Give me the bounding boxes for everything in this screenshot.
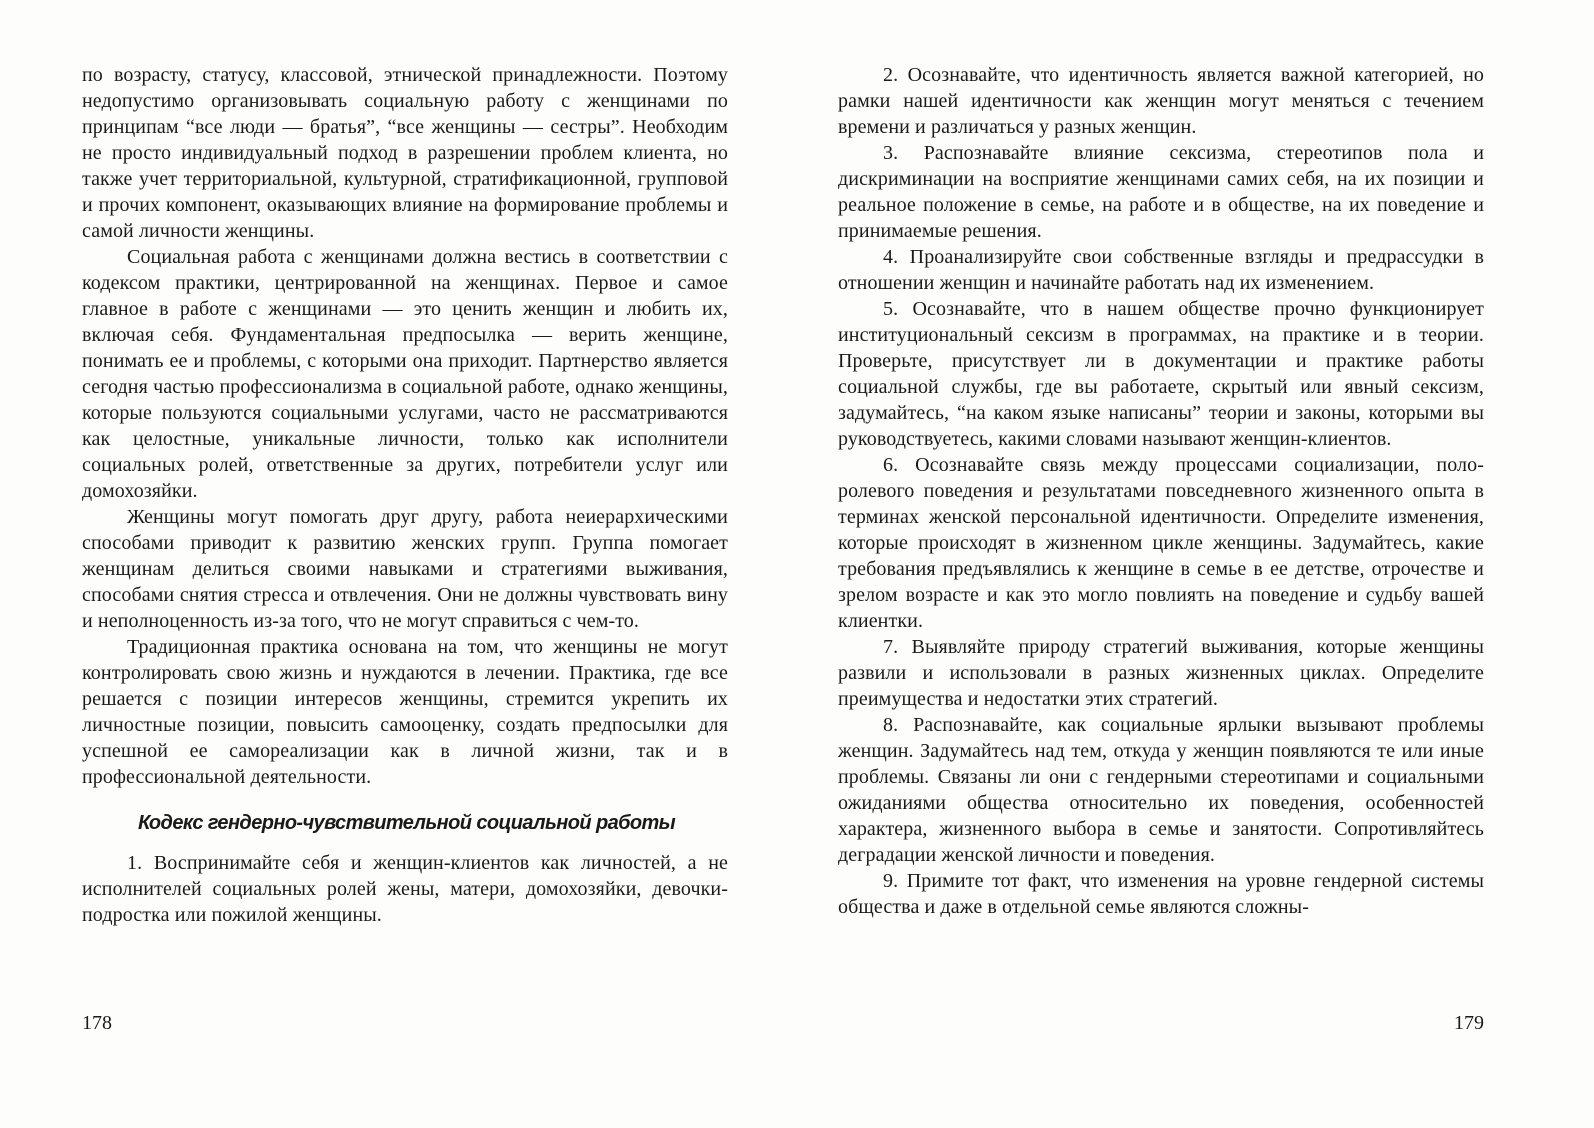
section-heading: Кодекс гендерно-чувствительной социальной работы [138,812,676,834]
paragraph: 1. Воспринимайте себя и женщин-клиентов как личностей, а не исполнителей социальных ролей жены, матери, домохозяйки, девочки-подростка или пожилой женщины. [82,852,728,926]
paragraph: по возрасту, статусу, классовой, этнической принадлежности. Поэтому недопустимо организовывать социальную работу с женщинами по принципам “все люди — братья”, “все женщины — сестры”. Необходим не просто индивидуальный подход в разрешении проблем клиента, но также учет территориальной, культурной, стратификационной, групповой и прочих компонент, оказывающих влияние на формирование проблемы и самой личности женщины. [82,64,728,242]
paragraph: 6. Осознавайте связь между процессами социализации, поло-ролевого поведения и результатами повседневного жизненного опыта в терминах женской персональной идентичности. Определите изменения, которые происходят в жизненном цикле женщины. Задумайтесь, какие требования предъявлялись к женщине в семье в ее детстве, отрочестве и зрелом возрасте и как это могло повлиять на поведение и судьбу вашей клиентки. [838,454,1484,632]
paragraph: Социальная работа с женщинами должна вестись в соответствии с кодексом практики, центрированной на женщинах. Первое и самое главное в работе с женщинами — это ценить женщин и любить их, включая себя. Фундаментальная предпосылка — верить женщине, понимать ее и проблемы, с которыми она приходит. Партнерство является сегодня частью профессионализма в социальной работе, однако женщины, которые пользуются социальными услугами, часто не рассматриваются как целостные, уникальные личности, только как исполнители социальных ролей, ответственные за других, потребители услуг или домохозяйки. [82,246,728,502]
paragraph: 5. Осознавайте, что в нашем обществе прочно функционирует институциональный сексизм в программах, на практике и в теории. Проверьте, присутствует ли в документации и практике работы социальной службы, где вы работаете, скрытый или явный сексизм, задумайтесь, “на каком языке написаны” теории и законы, которыми вы руководствуетесь, какими словами называют женщин-клиентов. [838,298,1484,450]
paragraph: 3. Распознавайте влияние сексизма, стереотипов пола и дискриминации на восприятие женщинами самих себя, на их позиции и реальное положение в семье, на работе и в обществе, на их поведение и принимаемые решения. [838,142,1484,242]
paragraph: 4. Проанализируйте свои собственные взгляды и предрассудки в отношении женщин и начинайте работать над их изменением. [838,246,1484,294]
left-page [82,62,728,1072]
paragraph: Традиционная практика основана на том, что женщины не могут контролировать свою жизнь и нуждаются в лечении. Практика, где все решается с позиции интересов женщины, стремится укрепить их личностные позиции, повысить самооценку, создать предпосылки для успешной ее самореализации как в личной жизни, так и в профессиональной деятельности. [82,636,728,788]
page-number: 179 [1454,1012,1484,1034]
page-number: 178 [82,1012,112,1034]
right-page [838,62,1484,1072]
right-page-body [838,62,1484,920]
paragraph: 9. Примите тот факт, что изменения на уровне гендерной системы общества и даже в отдельной семье являются сложны- [838,870,1484,918]
paragraph: Женщины могут помогать друг другу, работа неиерархическими способами приводит к развитию женских групп. Группа помогает женщинам делиться своими навыками и стратегиями выживания, способами снятия стресса и отвлечения. Они не должны чувствовать вину и неполноценность из-за того, что не могут справиться с чем-то. [82,506,728,632]
paragraph: 8. Распознавайте, как социальные ярлыки вызывают проблемы женщин. Задумайтесь над тем, откуда у женщин появляются те или иные проблемы. Связаны ли они с гендерными стереотипами и социальными ожиданиями общества относительно их поведения, особенностей характера, жизненного выбора в семье и занятости. Сопротивляйтесь деградации женской личности и поведения. [838,714,1484,866]
paragraph: 2. Осознавайте, что идентичность является важной категорией, но рамки нашей идентичности как женщин могут меняться с течением времени и различаться у разных женщин. [838,64,1484,138]
paragraph: 7. Выявляйте природу стратегий выживания, которые женщины развили и использовали в разных жизненных циклах. Определите преимущества и недостатки этих стратегий. [838,636,1484,710]
left-page-body [82,62,728,928]
